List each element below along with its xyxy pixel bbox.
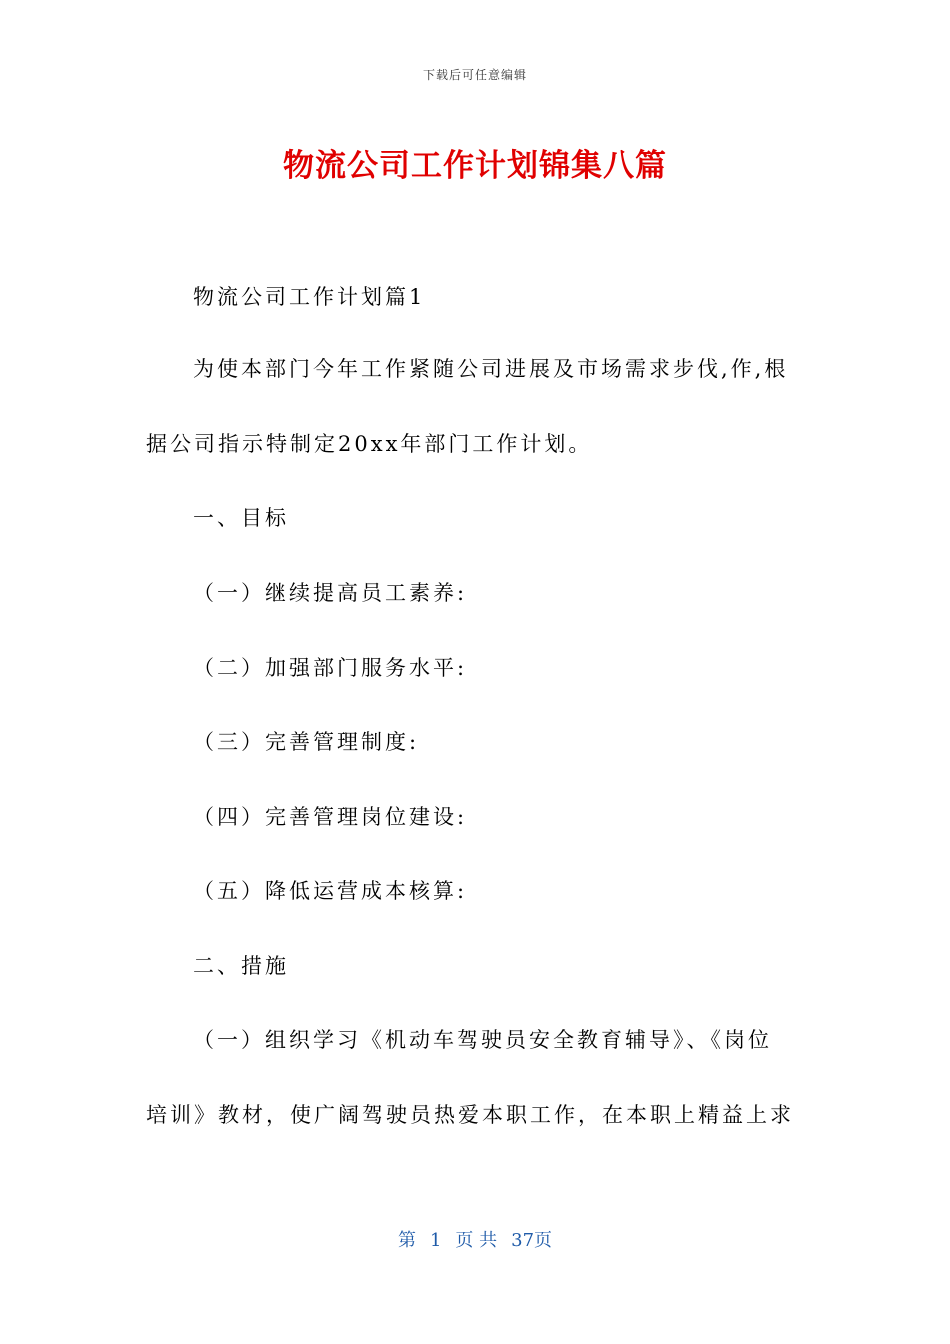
- header-note: 下载后可任意编辑: [422, 68, 527, 82]
- page-footer: [0, 1226, 950, 1252]
- body-line: （一）组织学习《机动车驾驶员安全教育辅导》、《岗位: [193, 1028, 772, 1052]
- footer-prefix: 第: [397, 1230, 416, 1251]
- outline-item: （三）完善管理制度:: [193, 730, 420, 754]
- body-line: 据公司指示特制定20xx年部门工作计划。: [146, 432, 593, 456]
- outline-item: （一）继续提高员工素养:: [193, 581, 468, 605]
- body-line: 培训》教材，使广阔驾驶员热爱本职工作，在本职上精益上求: [146, 1103, 794, 1127]
- footer-middle: 页 共: [455, 1230, 498, 1251]
- footer-total-pages: 37: [511, 1230, 535, 1251]
- outline-item: （四）完善管理岗位建设:: [193, 805, 468, 829]
- document-title: 物流公司工作计划锦集八篇: [283, 148, 667, 184]
- body-line: 为使本部门今年工作紧随公司进展及市场需求步伐,作,根: [193, 357, 789, 381]
- footer-page-number: 1: [429, 1230, 442, 1251]
- outline-item: （五）降低运营成本核算:: [193, 879, 468, 903]
- section-heading: 物流公司工作计划篇1: [193, 285, 426, 309]
- outline-heading: 一、目标: [193, 506, 289, 530]
- footer-suffix: 页: [534, 1230, 553, 1251]
- outline-heading: 二、措施: [193, 954, 289, 978]
- outline-item: （二）加强部门服务水平:: [193, 656, 468, 680]
